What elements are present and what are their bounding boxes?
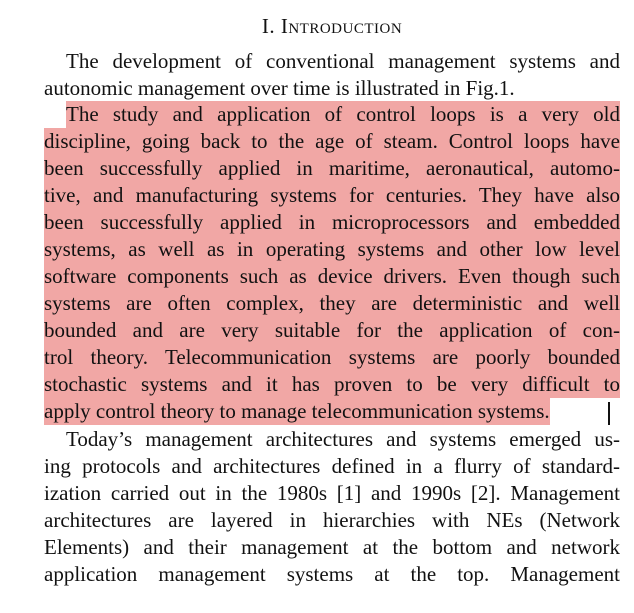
section-number: I. [261,14,276,38]
paragraph-3-line-3: ization carried out in the 1980s [1] and 1990s [2]. Management [44,481,620,505]
highlighted-line-1[interactable]: The study and application of control loops is a very old [66,102,620,126]
highlighted-line-8[interactable]: systems are often complex, they are deterministic and well [44,291,620,315]
paragraph-3-line-6: application management systems at the top. Management [44,562,620,586]
highlighted-line-4[interactable]: tive, and manufacturing systems for centuries. They have also [44,183,620,207]
paragraph-3-line-4: architectures are layered in hierarchies with NEs (Network [44,508,620,532]
highlighted-line-10[interactable]: trol theory. Telecommunication systems are poorly bounded [44,345,620,369]
highlighted-line-5[interactable]: been successfully applied in microprocessors and embedded [44,210,620,234]
highlighted-line-9[interactable]: bounded and are very suitable for the application of con- [44,318,620,342]
paragraph-1-line-2: autonomic management over time is illustrated in Fig.1. [44,76,515,100]
highlighted-line-2[interactable]: discipline, going back to the age of steam. Control loops have [44,129,620,153]
paragraph-3-line-2: ing protocols and architectures defined in a flurry of standard- [44,454,620,478]
paragraph-3-line-1: Today’s management architectures and systems emerged us- [66,427,620,451]
highlighted-line-3[interactable]: been successfully applied in maritime, aeronautical, automo- [44,156,620,180]
section-heading [44,14,620,39]
highlighted-line-11[interactable]: stochastic systems and it has proven to be very difficult to [44,372,620,396]
highlighted-line-6[interactable]: systems, as well as in operating systems and other low level [44,237,620,261]
highlighted-line-12[interactable]: apply control theory to manage telecommunication systems. [44,399,550,423]
text-cursor [608,402,610,425]
highlighted-line-7[interactable]: software components such as device drivers. Even though such [44,264,620,288]
paragraph-1-line-1: The development of conventional management systems and [66,49,620,73]
section-title: Introduction [280,14,403,38]
paragraph-3-line-5: Elements) and their management at the bottom and network [44,535,620,559]
